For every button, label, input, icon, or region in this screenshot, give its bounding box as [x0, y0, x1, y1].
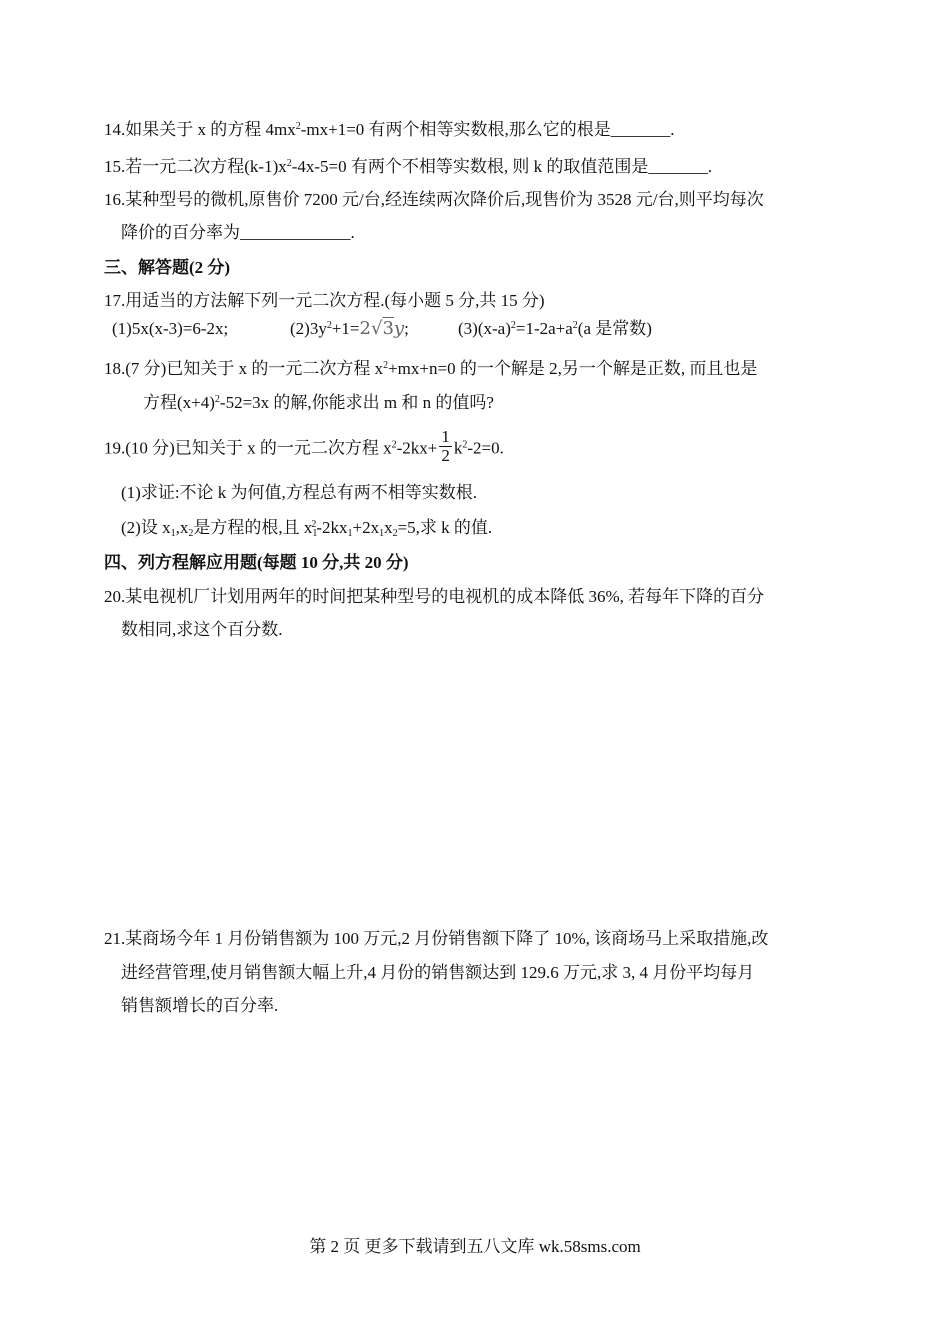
sqrt-coefficient: 2	[359, 318, 371, 339]
q14-text-b: -mx+1=0 有两个相等实数根,那么它的根是_______.	[300, 120, 675, 139]
q17-p2-exponent: 2	[326, 320, 332, 331]
q19-p2-c: 是方程的根,且 x	[193, 518, 313, 537]
sqrt-variable: y	[393, 318, 405, 339]
q18-l1-text-a: 18.(7 分)已知关于 x 的一元二次方程 x	[104, 359, 384, 378]
q18-l1-exponent: 2	[383, 360, 389, 371]
q18-l2-text-b: -52=3x 的解,你能求出 m 和 n 的值吗?	[219, 393, 494, 412]
question-20-line-2: 数相同,求这个百分数.	[121, 620, 283, 639]
q19-p2-sub1: 1	[170, 528, 176, 539]
q19-exp-b: 2	[462, 439, 468, 451]
q17-p2-semicolon: ;	[404, 319, 409, 338]
q19-text-d: -2=0.	[467, 438, 504, 458]
q15-text-b: -4x-5=0 有两个不相等实数根, 则 k 的取值范围是_______.	[291, 157, 713, 176]
question-19-part-1: (1)求证:不论 k 为何值,方程总有两不相等实数根.	[121, 483, 478, 502]
q15-exponent: 2	[286, 158, 292, 169]
q17-p3-text-c: (a 是常数)	[577, 319, 652, 338]
q17-p2-text: (2)3y	[290, 319, 327, 338]
q17-p2-text-b: +1=	[331, 319, 360, 338]
q19-p2-f: x	[384, 518, 393, 537]
q14-text-a: 14.如果关于 x 的方程 4mx	[104, 120, 296, 139]
section-3-heading: 三、解答题(2 分)	[104, 258, 231, 277]
q19-p2-sub5: 1	[379, 528, 385, 539]
q17-p3-text-b: =1-2a+a	[515, 319, 573, 338]
q17-p3-exp-b: 2	[572, 320, 578, 331]
question-16-line-1: 16.某种型号的微机,原售价 7200 元/台,经连续两次降价后,现售价为 3528 元/台,则平均每次	[104, 190, 764, 209]
question-16-line-2: 降价的百分率为_____________.	[121, 223, 355, 242]
question-17-part-2	[290, 318, 409, 340]
question-15	[104, 156, 712, 178]
question-21-line-1: 21.某商场今年 1 月份销售额为 100 万元,2 月份销售额下降了 10%, 该商场马上采取措施,改	[104, 929, 769, 948]
q19-p2-b: ,x	[175, 518, 189, 537]
q18-l1-text-b: +mx+n=0 的一个解是 2,另一个解是正数, 而且也是	[388, 359, 758, 378]
question-14	[104, 119, 675, 141]
question-18-line-1	[104, 358, 757, 380]
q17-p3-exp-a: 2	[510, 320, 516, 331]
question-21-line-3: 销售额增长的百分率.	[121, 996, 279, 1015]
section-4-heading: 四、列方程解应用题(每题 10 分,共 20 分)	[104, 553, 409, 572]
sqrt-icon: √	[370, 318, 383, 339]
q19-exp-a: 2	[391, 439, 397, 451]
q19-p2-g: =5,求 k 的值.	[397, 518, 493, 537]
q19-p2-a: (2)设 x	[121, 518, 171, 537]
question-18-line-2	[143, 392, 494, 414]
question-21-line-2: 进经营管理,使月销售额大幅上升,4 月份的销售额达到 129.6 万元,求 3, 4 月份平均每月	[121, 963, 755, 982]
q19-p2-sub4: 1	[347, 528, 353, 539]
question-19-stem	[104, 427, 504, 468]
q19-p2-sub6: 2	[392, 528, 398, 539]
q19-p2-sub2: 2	[188, 528, 194, 539]
q18-l2-text-a: 方程(x+4)	[143, 393, 215, 412]
fraction-numerator: 1	[441, 427, 450, 446]
q17-p3-text-a: (3)(x-a)	[458, 319, 511, 338]
q19-text-b: -2kx+	[396, 438, 438, 458]
page-footer: 第 2 页 更多下载请到五八文库 wk.58sms.com	[309, 1237, 641, 1256]
sqrt-radicand: 3	[382, 318, 394, 339]
q19-p2-d: -2kx	[316, 518, 348, 537]
sqrt-expression	[360, 318, 405, 339]
q19-p2-e: +2x	[352, 518, 380, 537]
q19-text-c: k	[453, 438, 463, 458]
q14-exponent: 2	[295, 121, 301, 132]
q18-l2-exponent: 2	[214, 394, 220, 405]
q19-text-a: 19.(10 分)已知关于 x 的一元二次方程 x	[104, 438, 392, 458]
question-17-part-1: (1)5x(x-3)=6-2x;	[112, 319, 229, 338]
question-17-part-3	[458, 318, 652, 340]
fraction-denominator: 2	[441, 446, 450, 465]
question-19-part-2	[121, 517, 492, 539]
question-20-line-1: 20.某电视机厂计划用两年的时间把某种型号的电视机的成本降低 36%, 若每年下降的百分	[104, 587, 765, 606]
fraction-one-half	[439, 428, 452, 465]
question-17-title: 17.用适当的方法解下列一元二次方程.(每小题 5 分,共 15 分)	[104, 291, 545, 310]
q15-text-a: 15.若一元二次方程(k-1)x	[104, 157, 287, 176]
q19-p2-sub3: 1	[312, 528, 318, 539]
q19-p2-sup1: 2	[311, 519, 317, 530]
